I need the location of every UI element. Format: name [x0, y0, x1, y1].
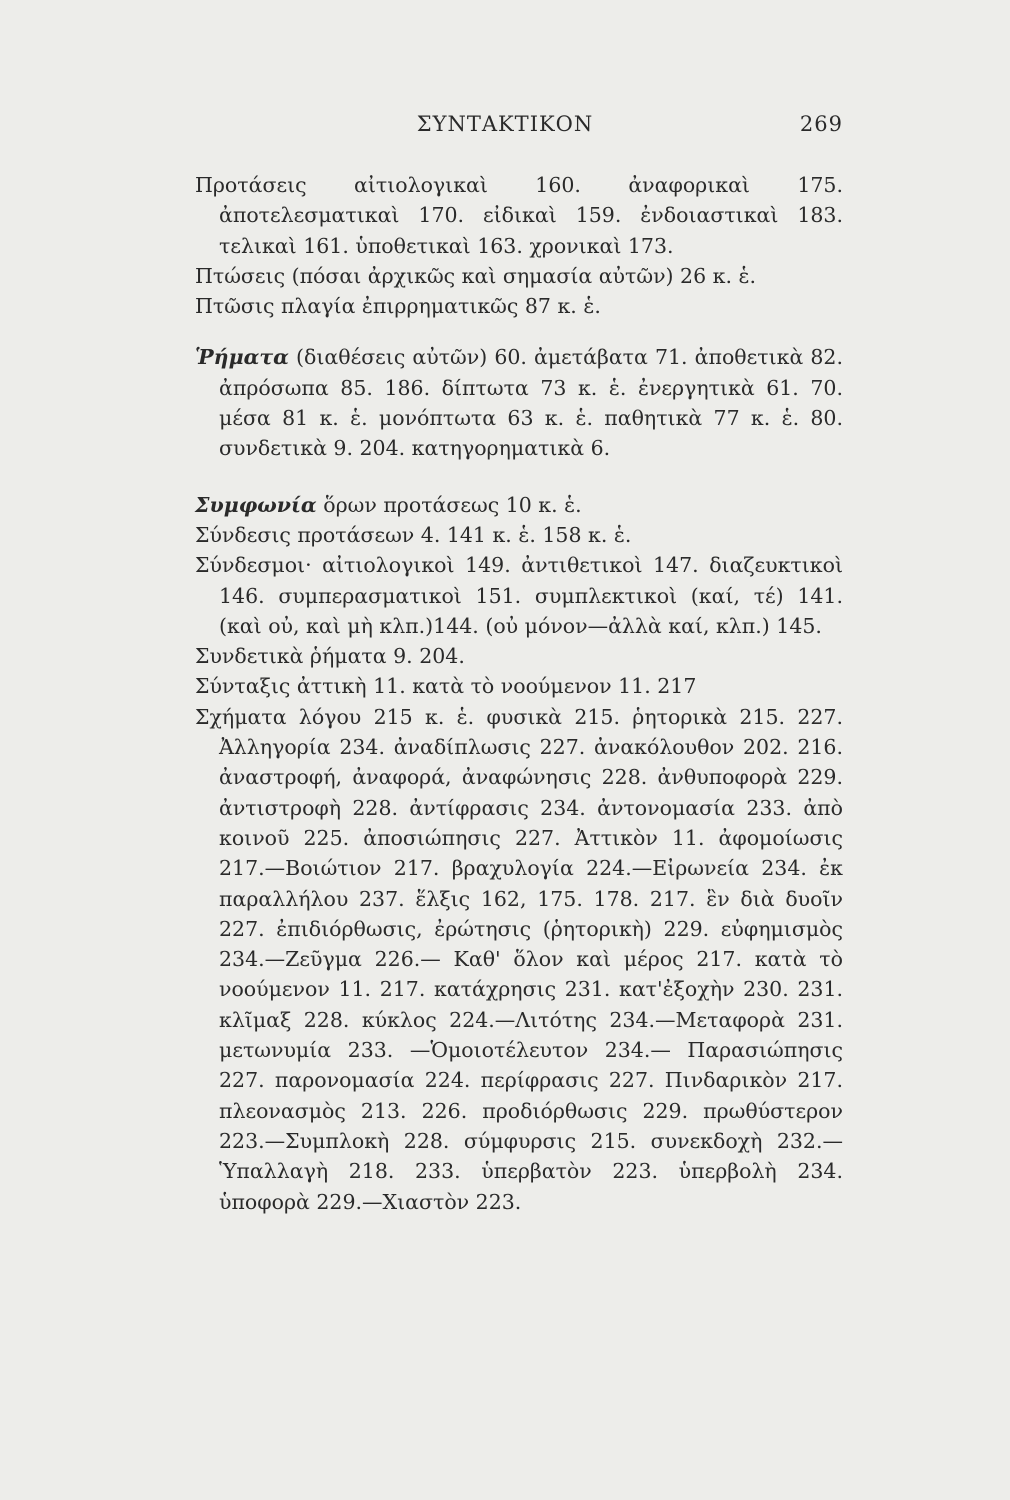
entry-text: (διαθέσεις αὐτῶν) 60. ἀμετάβατα 71. ἀποθετικὰ 82. ἀπρόσωπα 85. 186. δίπτωτα 73 κ. ἑ. ἐνεργητικὰ 61. 70. μέσα 81 κ. ἑ. μονόπτωτα 63 κ. ἑ. παθητικὰ 77 κ. ἑ. 80. συνδετικὰ 9. 204. κατηγορηματικὰ 6. — [219, 345, 843, 461]
index-entry-syndesmoi — [195, 550, 843, 641]
index-entry-rhemata — [195, 342, 843, 463]
index-entry-ptoseis — [195, 261, 843, 291]
entry-lemma: Συμφωνία — [195, 492, 317, 517]
index-entry-syntaxis — [195, 671, 843, 701]
index-entry-schemata — [195, 702, 843, 1217]
entry-text: Σύνδεσμοι· αἰτιολογικοὶ 149. ἀντιθετικοὶ 147. διαζευκτικοὶ 146. συμπερασματικοὶ 151. συμπλεκτικοὶ (καί, τέ) 141. (καὶ οὐ, καὶ μὴ κλπ.)144. (οὐ μόνον—ἀλλὰ καί, κλπ.) 145. — [195, 553, 843, 638]
page-number: 269 — [799, 112, 843, 136]
index-entry-syndetika — [195, 641, 843, 671]
entry-text: Σύνδεσις προτάσεων 4. 141 κ. ἑ. 158 κ. ἑ. — [195, 522, 632, 547]
index-entry-symphonia — [195, 490, 843, 520]
entry-text: Πτῶσις πλαγία ἐπιρρηματικῶς 87 κ. ἑ. — [195, 294, 601, 319]
entry-text: Συνδετικὰ ῥήματα 9. 204. — [195, 644, 465, 669]
index-body — [195, 170, 843, 1217]
entry-lemma: Ῥήματα — [195, 345, 289, 370]
running-title: ΣΥΝΤΑΚΤΙΚΟΝ — [416, 112, 594, 136]
entry-text: Πτώσεις (πόσαι ἀρχικῶς καὶ σημασία αὐτῶν) 26 κ. ἑ. — [195, 263, 757, 288]
index-entry-ptosis-plagia — [195, 291, 843, 321]
running-header — [195, 112, 843, 142]
index-entry-syndesis — [195, 520, 843, 550]
index-entry-protaseis — [195, 170, 843, 261]
entry-text: Σύνταξις ἀττικὴ 11. κατὰ τὸ νοούμενον 11. 217 — [195, 674, 697, 699]
entry-text: Σχήματα λόγου 215 κ. ἑ. φυσικὰ 215. ῥητορικὰ 215. 227. Ἀλληγορία 234. ἀναδίπλωσις 227. ἀνακόλουθον 202. 216. ἀναστροφή, ἀναφορά, ἀναφώνησις 228. ἀνθυποφορὰ 229. ἀντιστροφὴ 228. ἀντίφρασις 234. ἀντονομασία 233. ἀπὸ κοινοῦ 225. ἀποσιώπησις 227. Ἀττικὸν 11. ἀφομοίωσις 217.—Βοιώτιον 217. βραχυλογία 224.—Εἰρωνεία 234. ἐκ παραλλήλου 237. ἕλξις 162, 175. 178. 217. ἓν διὰ δυοῖν 227. ἐπιδιόρθωσις, ἐρώτησις (ῥητορικὴ) 229. εὐφημισμὸς 234.—Ζεῦγμα 226.— Καθ' ὅλον καὶ μέρος 217. κατὰ τὸ νοούμενον 11. 217. κατάχρησις 231. κατ'ἐξοχὴν 230. 231. κλῖμαξ 228. κύκλος 224.—Λιτότης 234.—Μεταφορὰ 231. μετωνυμία 233. —Ὁμοιοτέλευτον 234.— Παρασιώπησις 227. παρονομασία 224. περίφρασις 227. Πινδαρικὸν 217. πλεονασμὸς 213. 226. προδιόρθωσις 229. πρωθύστερον 223.—Συμπλοκὴ 228. σύμφυρσις 215. συνεκδοχὴ 232.—Ὑπαλλαγὴ 218. 233. ὑπερβατὸν 223. ὑπερβολὴ 234. ὑποφορὰ 229.—Χιαστὸν 223. — [195, 704, 843, 1214]
entry-text: Προτάσεις αἰτιολογικαὶ 160. ἀναφορικαὶ 175. ἀποτελεσματικαὶ 170. εἰδικαὶ 159. ἐνδοιαστικαὶ 183. τελικαὶ 161. ὑποθετικαὶ 163. χρονικαὶ 173. — [195, 173, 843, 258]
entry-text: ὅρων προτάσεως 10 κ. ἑ. — [316, 492, 582, 517]
